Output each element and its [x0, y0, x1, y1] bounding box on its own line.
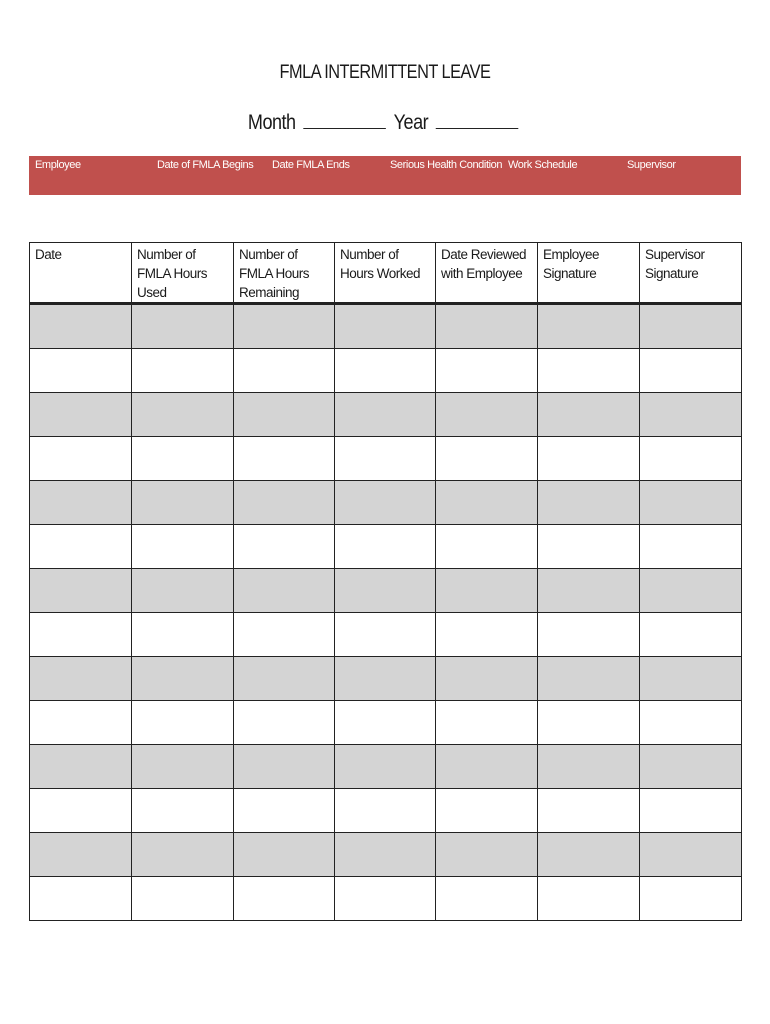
- entry-cell[interactable]: [538, 745, 640, 789]
- table-row: [30, 349, 742, 393]
- entry-cell[interactable]: [640, 349, 742, 393]
- table-row: [30, 833, 742, 877]
- entry-cell[interactable]: [132, 525, 234, 569]
- entry-cell[interactable]: [132, 745, 234, 789]
- table-row: [30, 657, 742, 701]
- header-hours-worked: Number of Hours Worked: [335, 243, 436, 304]
- entry-cell[interactable]: [538, 833, 640, 877]
- employee-info-bar: [29, 156, 741, 195]
- header-hours-remaining: Number of FMLA Hours Remaining: [234, 243, 335, 304]
- entry-cell[interactable]: [640, 789, 742, 833]
- entry-cell[interactable]: [30, 833, 132, 877]
- period-line: [54, 110, 716, 135]
- entry-cell[interactable]: [335, 745, 436, 789]
- entry-cell[interactable]: [132, 304, 234, 349]
- entry-cell[interactable]: [132, 833, 234, 877]
- entry-cell[interactable]: [640, 833, 742, 877]
- entry-cell[interactable]: [538, 304, 640, 349]
- table-row: [30, 613, 742, 657]
- entry-cell[interactable]: [132, 393, 234, 437]
- entry-cell[interactable]: [640, 481, 742, 525]
- table-row: [30, 789, 742, 833]
- form-title: FMLA INTERMITTENT LEAVE: [279, 62, 491, 83]
- year-label: Year: [393, 111, 429, 134]
- header-hours-used: Number of FMLA Hours Used: [132, 243, 234, 304]
- entry-cell[interactable]: [30, 349, 132, 393]
- supervisor-label: Supervisor: [627, 159, 676, 171]
- entry-cell[interactable]: [640, 393, 742, 437]
- entry-cell[interactable]: [30, 877, 132, 921]
- entry-cell[interactable]: [30, 525, 132, 569]
- entry-cell[interactable]: [30, 569, 132, 613]
- entry-cell[interactable]: [335, 349, 436, 393]
- entry-cell[interactable]: [30, 481, 132, 525]
- entry-cell[interactable]: [132, 877, 234, 921]
- entry-cell[interactable]: [335, 525, 436, 569]
- entry-cell[interactable]: [436, 613, 538, 657]
- entry-cell[interactable]: [132, 701, 234, 745]
- entry-cell[interactable]: [335, 437, 436, 481]
- entry-cell[interactable]: [538, 393, 640, 437]
- table-header-row: [30, 243, 742, 304]
- entry-cell[interactable]: [234, 657, 335, 701]
- entry-cell[interactable]: [640, 657, 742, 701]
- table-row: [30, 304, 742, 349]
- header-employee-signature: Employee Signature: [538, 243, 640, 304]
- entry-cell[interactable]: [30, 745, 132, 789]
- entry-cell[interactable]: [436, 569, 538, 613]
- entry-cell[interactable]: [538, 877, 640, 921]
- entry-cell[interactable]: [234, 833, 335, 877]
- entry-cell[interactable]: [335, 569, 436, 613]
- entry-cell[interactable]: [30, 304, 132, 349]
- work-schedule-label: Work Schedule: [508, 159, 578, 171]
- entry-cell[interactable]: [436, 833, 538, 877]
- entry-cell[interactable]: [30, 437, 132, 481]
- entry-cell[interactable]: [640, 701, 742, 745]
- entry-cell[interactable]: [335, 613, 436, 657]
- entry-cell[interactable]: [538, 701, 640, 745]
- entry-cell[interactable]: [234, 525, 335, 569]
- header-date: Date: [30, 243, 132, 304]
- entry-cell[interactable]: [436, 701, 538, 745]
- health-condition-label: Serious Health Condition: [390, 159, 503, 171]
- entry-cell[interactable]: [538, 481, 640, 525]
- table-row: [30, 877, 742, 921]
- entry-cell[interactable]: [335, 393, 436, 437]
- entry-cell[interactable]: [132, 789, 234, 833]
- table-row: [30, 393, 742, 437]
- entry-cell[interactable]: [538, 525, 640, 569]
- entry-cell[interactable]: [640, 525, 742, 569]
- entry-cell[interactable]: [234, 393, 335, 437]
- entry-cell[interactable]: [335, 789, 436, 833]
- month-field[interactable]: [304, 110, 387, 129]
- entry-cell[interactable]: [538, 569, 640, 613]
- entry-cell[interactable]: [538, 437, 640, 481]
- entry-cell[interactable]: [436, 657, 538, 701]
- entry-cell[interactable]: [234, 701, 335, 745]
- entry-cell[interactable]: [538, 657, 640, 701]
- table-row: [30, 701, 742, 745]
- entry-cell[interactable]: [640, 304, 742, 349]
- entry-cell[interactable]: [335, 304, 436, 349]
- entry-cell[interactable]: [234, 304, 335, 349]
- entry-cell[interactable]: [132, 569, 234, 613]
- entry-cell[interactable]: [234, 349, 335, 393]
- entry-cell[interactable]: [640, 437, 742, 481]
- date-ends-label: Date FMLA Ends: [272, 159, 350, 171]
- entry-cell[interactable]: [234, 789, 335, 833]
- entry-cell[interactable]: [436, 481, 538, 525]
- entry-cell[interactable]: [436, 525, 538, 569]
- entry-cell[interactable]: [30, 393, 132, 437]
- header-date-reviewed: Date Reviewed with Employee: [436, 243, 538, 304]
- entry-cell[interactable]: [436, 304, 538, 349]
- entry-cell[interactable]: [436, 877, 538, 921]
- entry-cell[interactable]: [335, 657, 436, 701]
- entry-cell[interactable]: [538, 349, 640, 393]
- entry-cell[interactable]: [640, 613, 742, 657]
- entry-cell[interactable]: [640, 877, 742, 921]
- table-row: [30, 525, 742, 569]
- entry-cell[interactable]: [30, 657, 132, 701]
- table-row: [30, 481, 742, 525]
- entry-cell[interactable]: [234, 569, 335, 613]
- entry-cell[interactable]: [538, 789, 640, 833]
- entry-cell[interactable]: [538, 613, 640, 657]
- table-row: [30, 437, 742, 481]
- entry-cell[interactable]: [234, 877, 335, 921]
- entry-cell[interactable]: [436, 745, 538, 789]
- entry-cell[interactable]: [234, 613, 335, 657]
- entry-cell[interactable]: [30, 701, 132, 745]
- entry-cell[interactable]: [234, 437, 335, 481]
- date-begins-label: Date of FMLA Begins: [157, 159, 254, 171]
- entry-cell[interactable]: [640, 569, 742, 613]
- leave-log-table: [29, 242, 742, 921]
- entry-cell[interactable]: [640, 745, 742, 789]
- table-body: [30, 304, 742, 921]
- entry-cell[interactable]: [436, 789, 538, 833]
- entry-cell[interactable]: [335, 481, 436, 525]
- entry-cell[interactable]: [132, 437, 234, 481]
- entry-cell[interactable]: [436, 437, 538, 481]
- entry-cell[interactable]: [234, 481, 335, 525]
- entry-cell[interactable]: [234, 745, 335, 789]
- month-label: Month: [247, 111, 296, 134]
- entry-cell[interactable]: [335, 877, 436, 921]
- entry-cell[interactable]: [132, 657, 234, 701]
- entry-cell[interactable]: [30, 613, 132, 657]
- entry-cell[interactable]: [335, 701, 436, 745]
- entry-cell[interactable]: [132, 481, 234, 525]
- entry-cell[interactable]: [132, 613, 234, 657]
- employee-label: Employee: [35, 159, 81, 171]
- year-field[interactable]: [436, 110, 519, 129]
- entry-cell[interactable]: [436, 393, 538, 437]
- entry-cell[interactable]: [335, 833, 436, 877]
- table-row: [30, 745, 742, 789]
- entry-cell[interactable]: [436, 349, 538, 393]
- entry-cell[interactable]: [30, 789, 132, 833]
- table-row: [30, 569, 742, 613]
- header-supervisor-signature: Supervisor Signature: [640, 243, 742, 304]
- entry-cell[interactable]: [132, 349, 234, 393]
